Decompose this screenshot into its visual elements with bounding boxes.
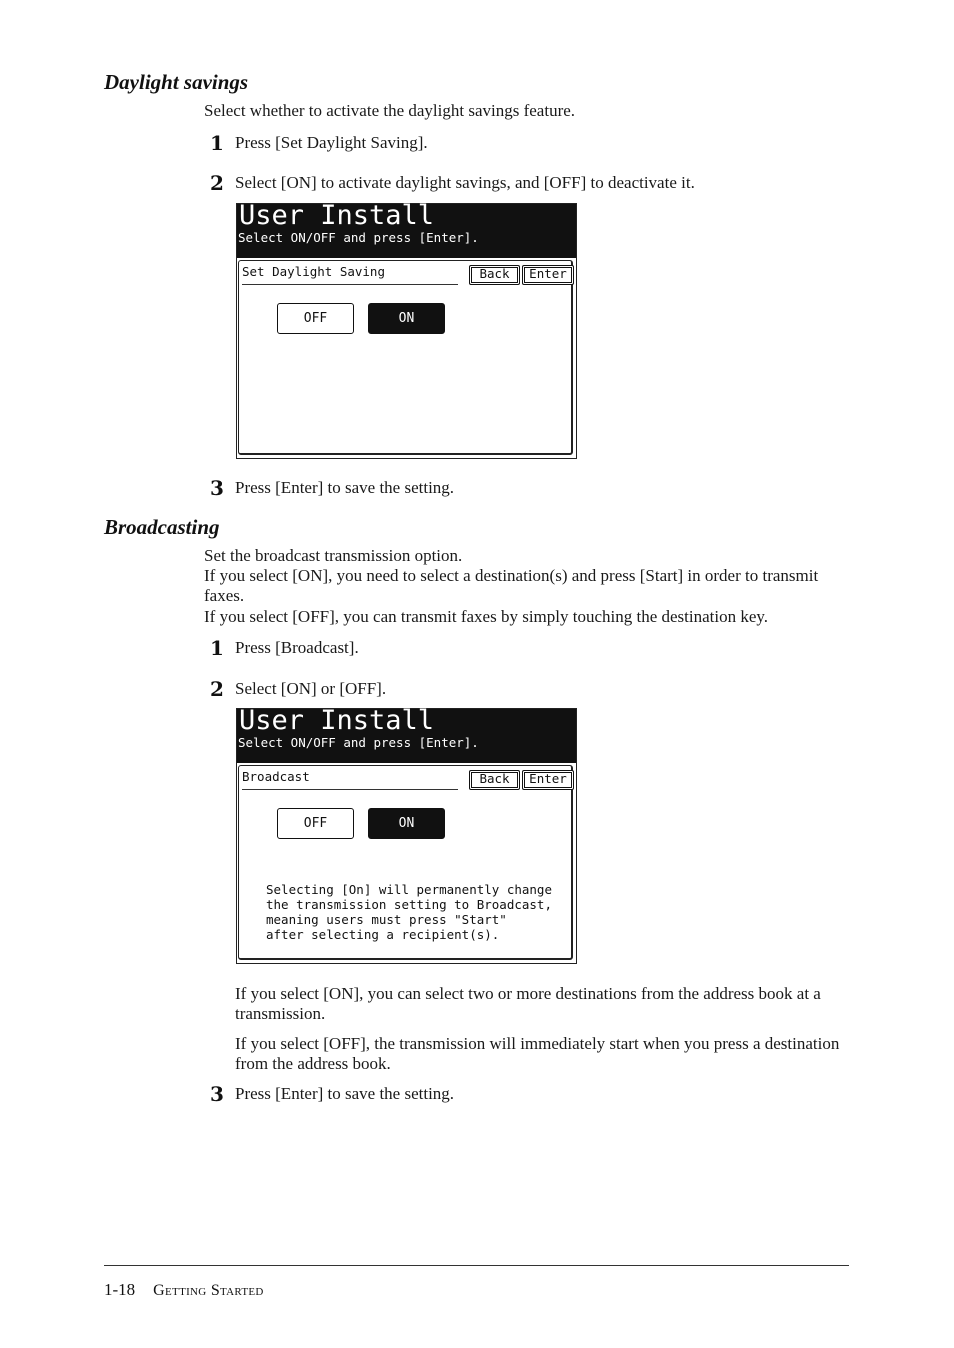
broadcast-intro-line-2: If you select [ON], you need to select a destination(s) and press [Start] in order to transmit faxes.: [204, 566, 819, 605]
lcd-title: User Install: [239, 705, 435, 736]
daylight-lcd-screen: [236, 200, 577, 459]
lcd-setting-label: Broadcast: [242, 769, 458, 790]
back-button[interactable]: Back: [469, 770, 520, 790]
on-button[interactable]: ON: [368, 303, 445, 334]
broadcast-note-on: If you select [ON], you can select two or more destinations from the address book at a transmission.: [235, 984, 821, 1023]
daylight-step-2-number: 2: [210, 171, 224, 195]
lcd-title: User Install: [239, 200, 435, 231]
daylight-step-1-number: 1: [210, 131, 224, 155]
daylight-intro: Select whether to activate the daylight savings feature.: [204, 101, 576, 120]
lcd-subtitle: Select ON/OFF and press [Enter].: [238, 735, 479, 750]
back-button[interactable]: Back: [469, 265, 520, 285]
broadcast-note-off: If you select [OFF], the transmission will immediately start when you press a destination from the address book.: [235, 1034, 840, 1073]
page-number: 1-18: [104, 1280, 136, 1299]
on-button[interactable]: ON: [368, 808, 445, 839]
broadcast-step-2-text: Select [ON] or [OFF].: [235, 679, 387, 698]
lcd-subtitle: Select ON/OFF and press [Enter].: [238, 230, 479, 245]
enter-button[interactable]: Enter: [522, 770, 574, 790]
lcd-panel: [238, 765, 573, 960]
lcd-panel: [238, 260, 573, 455]
lcd-header: [237, 705, 576, 763]
broadcast-step-3-number: 3: [210, 1082, 224, 1106]
broadcast-intro-line-1: Set the broadcast transmission option.: [204, 546, 463, 565]
broadcast-lcd-screen: [236, 705, 577, 964]
broadcast-intro-line-3: If you select [OFF], you can transmit faxes by simply touching the destination key.: [204, 607, 769, 626]
enter-button[interactable]: Enter: [522, 265, 574, 285]
section-title-broadcasting: Broadcasting: [104, 515, 220, 539]
broadcast-step-3-text: Press [Enter] to save the setting.: [235, 1084, 455, 1103]
daylight-step-3-text: Press [Enter] to save the setting.: [235, 478, 455, 497]
daylight-step-2-text: Select [ON] to activate daylight savings, and [OFF] to deactivate it.: [235, 173, 695, 192]
off-button[interactable]: OFF: [277, 808, 354, 839]
section-title-daylight-savings: Daylight savings: [104, 70, 249, 94]
chapter-title: Getting Started: [153, 1282, 264, 1299]
daylight-step-3-number: 3: [210, 476, 224, 500]
lcd-setting-label: Set Daylight Saving: [242, 264, 458, 285]
page-footer: [104, 1280, 264, 1300]
broadcast-step-2-number: 2: [210, 677, 224, 701]
footer-rule: [104, 1265, 849, 1266]
off-button[interactable]: OFF: [277, 303, 354, 334]
daylight-step-1-text: Press [Set Daylight Saving].: [235, 133, 428, 152]
lcd-header: [237, 200, 576, 258]
broadcast-step-1-text: Press [Broadcast].: [235, 638, 359, 657]
broadcast-step-1-number: 1: [210, 636, 224, 660]
broadcast-warning-message: Selecting [On] will permanently change the transmission setting to Broadcast, meaning users must press "Start" after selecting a recipient(s).: [266, 882, 552, 942]
